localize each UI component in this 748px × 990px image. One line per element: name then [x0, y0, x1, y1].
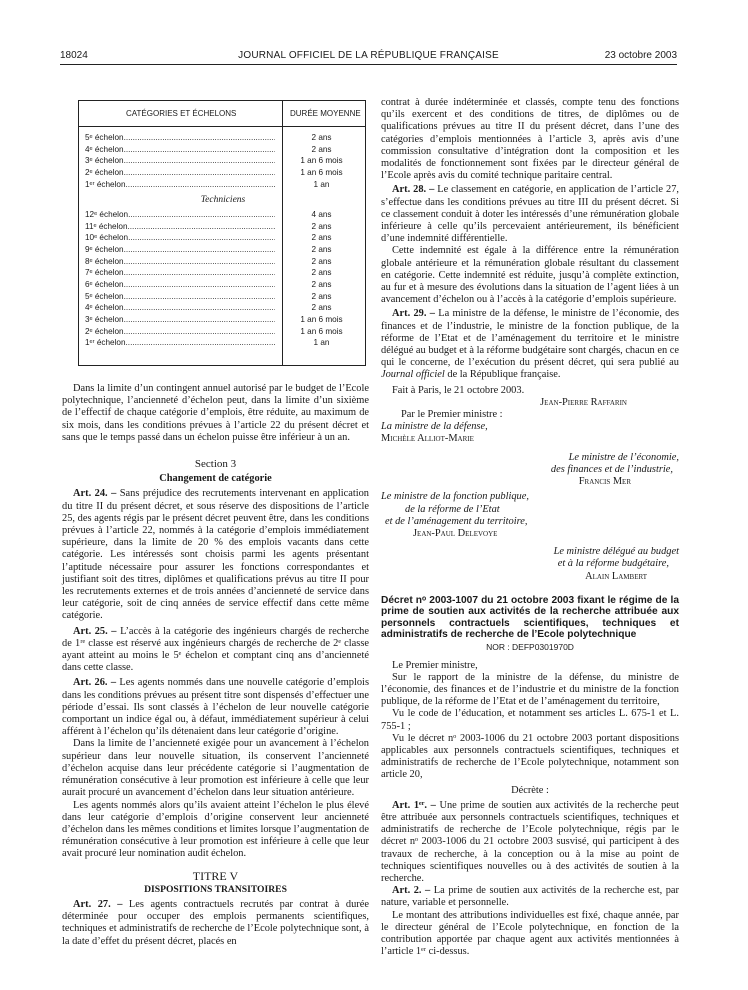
issue-date: 23 octobre 2003	[604, 50, 677, 61]
table-cell-duration: 1 an 6 mois	[300, 156, 343, 166]
table-col-categories: CATÉGORIES ET ÉCHELONS	[126, 109, 237, 118]
table-cell-echelon: 11ᵉ échelon .....	[85, 221, 275, 233]
minister-economy-name: Francis Mer	[578, 476, 631, 488]
minister-fp-title2: de la réforme de l’Etat	[405, 503, 500, 515]
paragraph-2b: Le montant des attributions individuelles est fixé, chaque année, par le directeur général de l’Ecole polytechnique, en fonction de la contribution apportée par chaque agent aux activités mentionnées à l’article 1ᵉʳ ci-dessus.	[381, 909, 679, 958]
table-cell-duration: 1 an	[313, 338, 330, 348]
table-cell-duration: 2 ans	[311, 133, 332, 142]
table-row	[85, 179, 361, 191]
art27-text: Les agents contractuels recrutés par contrat à durée déterminée pour occuper des emplois permanents scientifiques, techniques et administratifs de recherche de l’Ecole polytechnique sont, à la date d’effet du présent décret, placés en	[62, 898, 369, 947]
table-row	[85, 132, 361, 144]
art29-end: de la République française.	[444, 369, 561, 381]
table-row	[85, 144, 361, 156]
minister-fp-name: Jean-Paul Delevoye	[413, 527, 498, 539]
table-cell-echelon: 5ᵉ échelon .....	[85, 132, 275, 144]
table-cell-echelon: 4ᵉ échelon .....	[85, 144, 275, 156]
table-cell-duration: 2 ans	[311, 144, 332, 154]
table-cell-duration: 1 an 6 mois	[300, 326, 343, 336]
minister-budget-name: Alain Lambert	[585, 570, 647, 582]
table-cell-echelon: 12ᵉ échelon .....	[85, 209, 275, 221]
art29-journal: Journal officiel	[381, 369, 445, 381]
table-row	[85, 279, 361, 291]
table-cell-echelon: 8ᵉ échelon .....	[85, 256, 275, 268]
table-cell-echelon: 9ᵉ échelon .....	[85, 244, 275, 256]
nor-reference: NOR : DEFP0301970D	[486, 642, 574, 653]
table-cell-duration: 2 ans	[311, 291, 332, 301]
table-cell-echelon: 10ᵉ échelon .....	[85, 232, 275, 244]
left-column	[62, 383, 369, 948]
table-cell-echelon: 1ᵉʳ échelon .....	[85, 179, 275, 191]
art28-text: Le classement en catégorie, en application de l’article 27, s’effectue dans les conditions prévues au titre III du présent décret. Si ce classement conduit à doter les intéressés d’une rémunération globale inférieure à celle qu’ils percevaient antérieurement, ils bénéficient d’une indemnité différentielle.	[381, 184, 679, 245]
table-cell-duration: 2 ans	[311, 245, 332, 255]
table-cell-echelon: 7ᵉ échelon .....	[85, 267, 275, 279]
minister-fp-title3: et de l’aménagement du territoire,	[385, 515, 528, 527]
signature-pm: Jean-Pierre Raffarin	[540, 396, 627, 408]
table-row	[85, 302, 361, 314]
section-title: Changement de catégorie	[159, 473, 272, 485]
page-number: 18024	[60, 50, 88, 61]
section-heading: Section 3	[194, 458, 237, 471]
table-cell-duration: 2 ans	[311, 221, 332, 231]
paragraph-vu1: Vu le code de l’éducation, et notamment ses articles L. 675-1 et L. 755-1 ;	[381, 708, 679, 732]
art2-text: La prime de soutien aux activités de la recherche est, par nature, variable et personnelle.	[381, 885, 679, 909]
paragraph-limit: Dans la limite d’un contingent annuel autorisé par le budget de l’Ecole polytechnique, l’ancienneté d’échelon peut, dans la limite d’un sixième de l’effectif de chaque catégorie d’emplois, être réduite, au maximum de six mois, dans les conditions prévues à l’article 22 du présent décret et sans que le temps passé dans un échelon puisse être inférieur à un an.	[62, 383, 369, 443]
table-header	[79, 101, 365, 127]
table-body	[85, 132, 361, 349]
journal-title: JOURNAL OFFICIEL DE LA RÉPUBLIQUE FRANÇAISE	[238, 50, 499, 61]
echelon-table	[78, 100, 366, 366]
table-cell-duration: 1 an 6 mois	[300, 167, 343, 177]
table-row	[85, 221, 361, 233]
table-row	[85, 155, 361, 167]
table-cell-duration: 2 ans	[311, 280, 332, 290]
minister-economy-title1: Le ministre de l’économie,	[568, 451, 679, 463]
art29-label: Art. 29. –	[392, 308, 435, 320]
art24-text: Sans préjudice des recrutements intervenant en application du titre II du présent décret, et sous réserve des dispositions de l’article 25, des agents régis par le présent décret peuvent être, dans les conditions prévues à l’article 22, nommés à la catégorie d’emplois immédiatement supérieure, dans la limite de 20 % des emplois vacants dans cette catégorie. Les intéressés sont choisis parmi les agents présentant l’aptitude nécessaire pour assurer les fonctions correspondantes et justifiant soit des titres, diplômes et qualifications prévus au titre II pour les recrutements externes et de trois années d’ancienneté de service dans leur catégorie, soit de cinq années de service effectif dans cette même catégorie.	[62, 488, 369, 622]
art25-text: L’accès à la catégorie des ingénieurs chargés de recherche de 1ʳᵉ classe est réservé aux ingénieurs chargés de recherche de 2ᵉ classe ayant atteint au moins le 5ᵉ échelon et comptant cinq ans d’ancienneté dans cette classe.	[62, 625, 369, 674]
minister-budget-title1: Le ministre délégué au budget	[553, 546, 679, 558]
art27-label: Art. 27. –	[73, 898, 123, 910]
table-cell-echelon: 2ᵉ échelon .....	[85, 167, 275, 179]
right-column	[381, 97, 679, 958]
decrete-line: Décrète :	[511, 784, 549, 796]
table-row	[85, 209, 361, 221]
table-row	[85, 326, 361, 338]
table-cell-duration: 1 an 6 mois	[300, 314, 343, 324]
paragraph-26c: Les agents nommés alors qu’ils avaient atteint l’échelon le plus élevé dans leur catégorie d’emplois d’origine conservent leur ancienneté d’échelon dans les mêmes conditions et limites lorsque l’augmentation de rémunération consécutive à leur promotion est inférieure à celle que leur avait procuré leur nomination audit échelon.	[62, 799, 369, 860]
titre-heading: TITRE V	[192, 868, 239, 883]
paragraph-rapport: Sur le rapport de la ministre de la défense, du ministre de l’économie, des finances et de l’industrie et du ministre de la fonction publique, de la réforme de l’Etat et de l’aménagement du territoire,	[381, 671, 679, 708]
paragraph-vu2: Vu le décret nᵒ 2003-1006 du 21 octobre 2003 portant dispositions applicables aux personnels contractuels scientifiques, techniques et administratifs de recherche de l’Ecole polytechnique, notamment son article 20,	[381, 732, 679, 781]
decree-title: Décret nᵒ 2003-1007 du 21 octobre 2003 fixant le régime de la prime de soutien aux activités de la recherche attribuée aux personnels contractuels scientifiques, techniques et administratifs de recherche de l’Ecole polytechnique	[381, 594, 679, 640]
table-cell-duration: 2 ans	[311, 303, 332, 313]
page-header	[60, 50, 677, 64]
paragraph-continued: contrat à durée indéterminée et classés, compte tenu des fonctions qu’ils exercent et des conditions de titres, de diplômes ou de qualifications prévues au titre II du présent décret, dans l’une des catégories d’emplois mentionnées à l’article 3, après avis d’une commission consultative d’intégration dont la composition et les modalités de fonctionnement sont fixées par le directeur général de l’Ecole après avis du comité technique paritaire central.	[381, 97, 679, 182]
minister-defense-title: La ministre de la défense,	[381, 421, 488, 433]
table-row	[85, 337, 361, 349]
art28-label: Art. 28. –	[392, 184, 435, 196]
art2-label: Art. 2. –	[392, 885, 431, 897]
table-cell-duration: 1 an	[313, 179, 330, 189]
minister-fp-title1: Le ministre de la fonction publique,	[381, 491, 529, 503]
table-cell-echelon: 3ᵉ échelon .....	[85, 314, 275, 326]
table-cell-duration: 2 ans	[311, 268, 332, 278]
header-rule	[60, 64, 677, 65]
paragraph-28b: Cette indemnité est égale à la différence entre la rémunération globale antérieure et la rémunération globale résultant du classement en catégorie. Cette indemnité est réduite, jusqu’à complète extinction, au fur et à mesure des évolutions dans la situation de l’agent liées à un avancement d’échelon ou à l’accès à la catégorie d’emplois supérieure.	[381, 245, 679, 306]
table-cell-echelon: 5ᵉ échelon .....	[85, 291, 275, 303]
table-cell-echelon: 6ᵉ échelon .....	[85, 279, 275, 291]
art1-text: Une prime de soutien aux activités de la recherche peut être attribuée aux personnels contractuels scientifiques, techniques et administratifs de recherche de l’Ecole polytechnique, régis par le décret nᵒ 2003-1006 du 21 octobre 2003 susvisé, qui participent à des travaux de recherche, à la conception ou à la mise au point de techniques scientifiques nouvelles ou à des activités de soutien à la recherche.	[381, 799, 679, 884]
minister-budget-title2: et à la réforme budgétaire,	[557, 558, 669, 570]
table-row	[85, 232, 361, 244]
fait-line: Fait à Paris, le 21 octobre 2003.	[392, 384, 525, 396]
table-cell-duration: 2 ans	[311, 233, 332, 243]
art1-label: Art. 1ᵉʳ. –	[392, 799, 436, 811]
art26-text: Les agents nommés dans une nouvelle catégorie d’emplois dans les conditions prévues au présent titre sont dispensés d’effectuer une période d’essai. Ils sont classés à l’échelon de leur nouvelle catégorie comportant un indice égal ou, à défaut, immédiatement supérieur à celui afférent à l’échelon qu’ils détenaient dans leur catégorie d’origine.	[62, 677, 369, 738]
titre-subheading: DISPOSITIONS TRANSITOIRES	[144, 883, 287, 895]
minister-defense-name: Michèle Alliot-Marie	[381, 433, 474, 445]
art24-label: Art. 24. –	[73, 488, 117, 500]
paragraph-26b: Dans la limite de l’ancienneté exigée pour un avancement à l’échelon supérieur dans leur nouvelle situation, ils conservent l’ancienneté d’échelon acquise dans leur précédente catégorie si l’augmentation de rémunération consécutive à leur promotion est inférieure à celle que leur aurait procuré un avancement d’échelon dans leur situation antérieure.	[62, 738, 369, 799]
premier-ministre-line: Le Premier ministre,	[392, 659, 478, 671]
minister-economy-title2: des finances et de l’industrie,	[550, 463, 673, 475]
table-subheading: Techniciens	[200, 195, 246, 206]
table-row	[85, 244, 361, 256]
art26-label: Art. 26. –	[73, 677, 117, 689]
table-row	[85, 256, 361, 268]
art25-label: Art. 25. –	[73, 625, 117, 637]
table-cell-echelon: 3ᵉ échelon .....	[85, 155, 275, 167]
art29-text: La ministre de la défense, le ministre de l’économie, des finances et de l’industrie, le ministre de la fonction publique, de la réforme de l’Etat et de l’aménagement du territoire et le ministre délégué au budget et à la réforme budgétaire sont chargés, chacun en ce qui le concerne, de l’exécution du présent décret, qui sera publié au	[381, 308, 679, 369]
table-row	[85, 291, 361, 303]
table-row	[85, 267, 361, 279]
table-cell-duration: 2 ans	[311, 256, 332, 266]
table-cell-echelon: 2ᵉ échelon .....	[85, 326, 275, 338]
table-col-duration: DURÉE MOYENNE	[290, 109, 361, 118]
table-cell-echelon: 1ᵉʳ échelon .....	[85, 337, 275, 349]
par-premier-ministre: Par le Premier ministre :	[401, 409, 503, 421]
table-cell-duration: 4 ans	[311, 210, 332, 220]
table-cell-echelon: 4ᵉ échelon .....	[85, 302, 275, 314]
table-row	[85, 167, 361, 179]
table-row	[85, 314, 361, 326]
